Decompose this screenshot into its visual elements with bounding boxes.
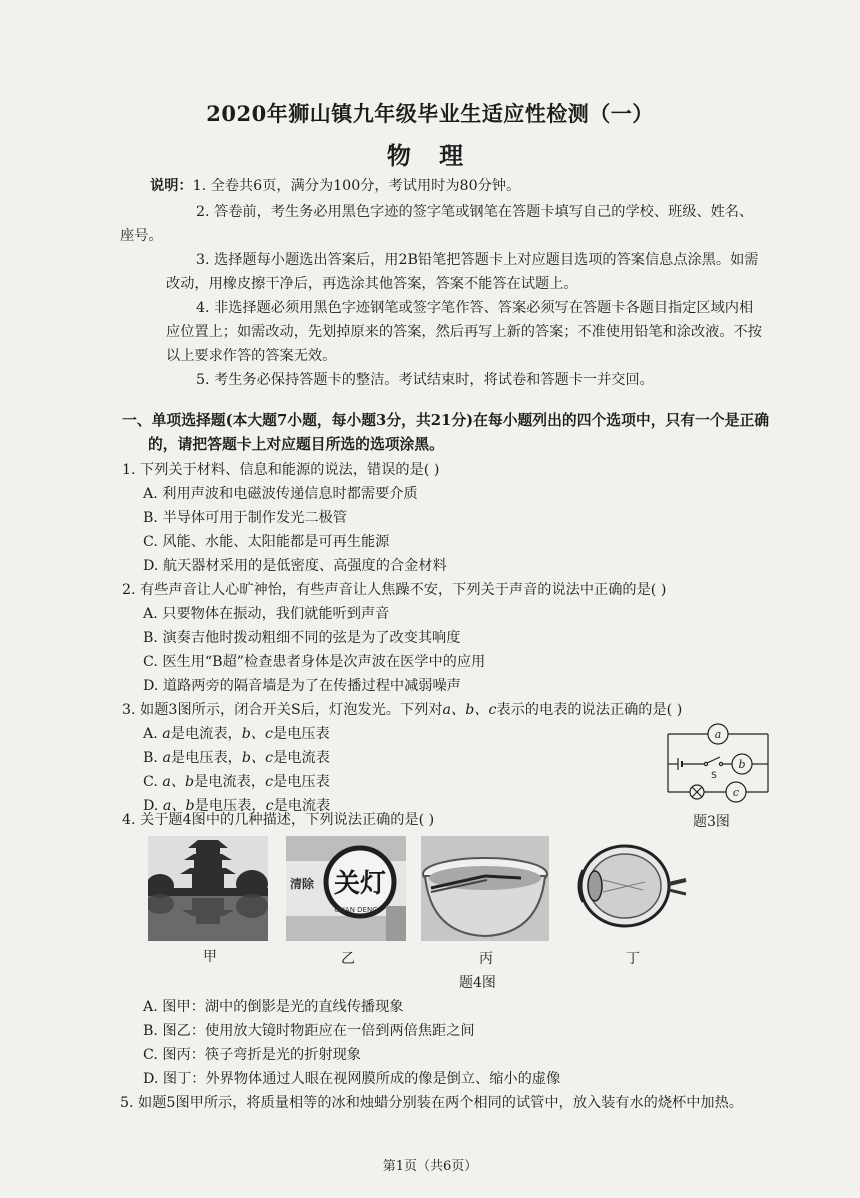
- q3-c-var1: a、b: [162, 774, 195, 790]
- q3-d-letter: D.: [143, 798, 159, 814]
- q3-a-post: 是电压表: [272, 726, 330, 742]
- q3-c-var2: c: [265, 774, 274, 790]
- q1-option-b: B. 半导体可用于制作发光二极管: [143, 510, 347, 526]
- q3-option-c: [143, 773, 330, 791]
- pagoda-image: [148, 836, 268, 941]
- q3-stem-vars: a、b、c: [442, 702, 497, 718]
- q4-option-b: B. 图乙：使用放大镜时物距应在一倍到两倍焦距之间: [143, 1023, 475, 1039]
- q3-d-mid: 是电压表，: [194, 798, 266, 814]
- photo-jia-pagoda: [148, 836, 268, 941]
- q3-a-mid: 是电流表，: [170, 726, 242, 742]
- q3-b-post: 是电流表: [273, 750, 330, 766]
- instruction-3: 3. 选择题每小题选出答案后，用2B铅笔把答题卡上对应题目选项的答案信息点涂黑。如需: [196, 252, 759, 268]
- q3-a-var2: b、c: [241, 726, 273, 742]
- svg-text:清除: 清除: [290, 877, 315, 891]
- q2-option-c: C. 医生用“B超”检查患者身体是次声波在医学中的应用: [143, 654, 486, 670]
- q3-option-b: [143, 749, 330, 767]
- chopstick-image: [421, 836, 549, 941]
- instruction-4: 4. 非选择题必须用黑色字迹钢笔或签字笔作答、答案必须写在答题卡各题目指定区域内相: [196, 300, 754, 316]
- switch-label: S: [711, 771, 717, 781]
- figure-4-caption: 题4图: [459, 975, 496, 991]
- q1-option-a: A. 利用声波和电磁波传递信息时都需要介质: [143, 486, 418, 502]
- q3-option-a: [143, 725, 330, 743]
- instruction-2-cont: 座号。: [120, 228, 163, 244]
- photo-bing-chopstick: [421, 836, 549, 941]
- q3-d-var2: c: [265, 798, 274, 814]
- instruction-4-cont2: 以上要求作答的答案无效。: [166, 348, 337, 364]
- instruction-line-1: [150, 177, 520, 195]
- q3-stem-post: 表示的电表的说法正确的是( ): [496, 702, 683, 718]
- q3-d-var1: a、b: [162, 798, 195, 814]
- q3-stem: [122, 701, 682, 719]
- figure-3-caption: 题3图: [693, 814, 730, 830]
- instruction-3-cont: 改动，用橡皮擦干净后，再选涂其他答案，答案不能答在试题上。: [166, 276, 578, 292]
- q1-stem: 1. 下列关于材料、信息和能源的说法，错误的是( ): [122, 462, 440, 478]
- q2-option-d: D. 道路两旁的隔音墙是为了在传播过程中减弱噪声: [143, 678, 461, 694]
- q4-option-a: A. 图甲：湖中的倒影是光的直线传播现象: [143, 999, 404, 1015]
- photo-yi-label: 乙: [341, 951, 355, 967]
- photo-ding-eye: [573, 840, 688, 935]
- q1-option-d: D. 航天器材采用的是低密度、高强度的合金材料: [143, 558, 447, 574]
- svg-text:GUAN DENG: GUAN DENG: [334, 906, 378, 914]
- q3-c-letter: C.: [143, 774, 158, 790]
- magnifier-image: [286, 836, 406, 941]
- q3-c-post: 是电压表: [273, 774, 330, 790]
- q3-a-var1: a: [162, 726, 171, 742]
- q4-stem: 4. 关于题4图中的几种描述，下列说法正确的是( ): [122, 812, 435, 828]
- switch-blade: [707, 757, 720, 763]
- q3-d-post: 是电流表: [273, 798, 331, 814]
- q2-stem: 2. 有些声音让人心旷神怡，有些声音让人焦躁不安，下列关于声音的说法中正确的是( ): [122, 582, 667, 598]
- instructions-label: 说明：: [150, 178, 193, 194]
- meter-c-label: c: [732, 786, 740, 799]
- instruction-5: 5. 考生务必保持答题卡的整洁。考试结束时，将试卷和答题卡一并交回。: [196, 372, 654, 388]
- instruction-2: 2. 答卷前，考生务必用黑色字迹的签字笔或钢笔在答题卡填写自己的学校、班级、姓名、: [196, 204, 754, 220]
- q3-c-mid: 是电流表，: [194, 774, 266, 790]
- eye-diagram: [573, 840, 688, 935]
- q2-option-a: A. 只要物体在振动，我们就能听到声音: [143, 606, 390, 622]
- exam-title: 2020年狮山镇九年级毕业生适应性检测（一）: [206, 101, 654, 126]
- instruction-4-cont1: 应位置上；如需改动，先划掉原来的答案，然后再写上新的答案；不准使用铅笔和涂改液。不按: [166, 324, 762, 340]
- circuit-diagram: [660, 720, 775, 810]
- photo-bing-label: 丙: [479, 951, 493, 967]
- section-heading: 一、单项选择题(本大题7小题，每小题3分，共21分)在每小题列出的四个选项中，只有一个是正确: [122, 412, 770, 429]
- q4-option-d: D. 图丁：外界物体通过人眼在视网膜所成的像是倒立、缩小的虚像: [143, 1071, 561, 1087]
- photo-yi-magnifier: [286, 836, 406, 941]
- page-footer: 第1页（共6页）: [382, 1159, 478, 1174]
- q3-b-var1: a: [162, 750, 171, 766]
- subject-title: 物 理: [386, 141, 474, 170]
- q2-option-b: B. 演奏吉他时拨动粗细不同的弦是为了改变其响度: [143, 630, 461, 646]
- svg-text:关灯: 关灯: [333, 869, 387, 899]
- photo-ding-label: 丁: [626, 951, 640, 967]
- photo-jia-label: 甲: [203, 949, 217, 965]
- section-heading-cont: 的，请把答题卡上对应题目所选的选项涂黑。: [148, 436, 444, 453]
- q3-stem-pre: 3. 如题3图所示，闭合开关S后，灯泡发光。下列对: [122, 702, 443, 718]
- q3-b-var2: b、c: [241, 750, 274, 766]
- meter-a-label: a: [714, 728, 722, 741]
- q3-b-mid: 是电压表，: [170, 750, 242, 766]
- q3-b-letter: B.: [143, 750, 158, 766]
- q3-a-letter: A.: [143, 726, 158, 742]
- meter-b-label: b: [738, 758, 746, 771]
- instruction-1: 1. 全卷共6页，满分为100分，考试用时为80分钟。: [192, 178, 521, 194]
- q5-stem: 5. 如题5图甲所示，将质量相等的冰和烛蜡分别装在两个相同的试管中，放入装有水的烧杯中加热。: [120, 1095, 743, 1111]
- q1-option-c: C. 风能、水能、太阳能都是可再生能源: [143, 534, 390, 550]
- q4-option-c: C. 图丙：筷子弯折是光的折射现象: [143, 1047, 361, 1063]
